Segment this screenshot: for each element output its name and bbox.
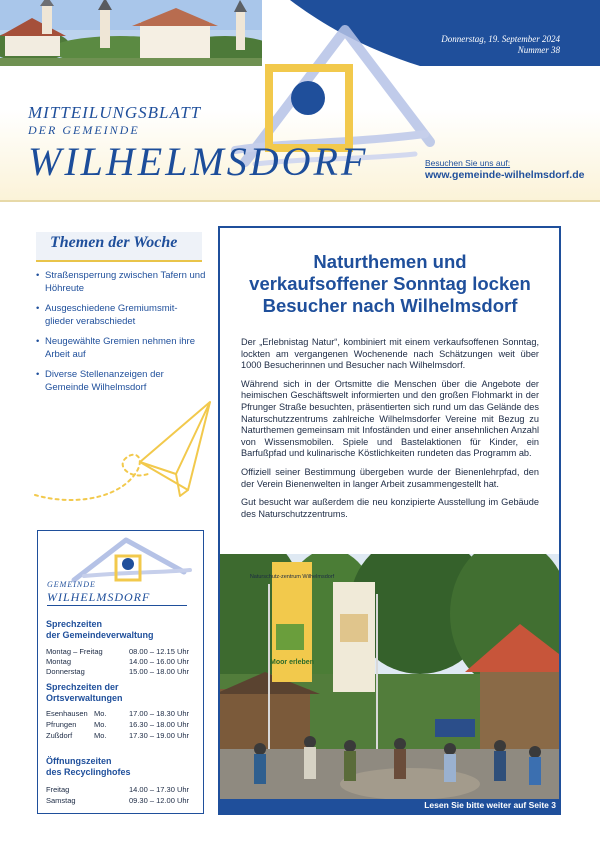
office-logo-rule: [47, 605, 187, 606]
village-photo: [0, 0, 262, 66]
topic-item[interactable]: • Diverse Stellenanzeigen der Gemeinde Wilhelmsdorf: [36, 368, 206, 394]
hours-time: 17.00 – 18.30 Uhr: [129, 709, 190, 718]
office-logo-label: GEMEINDE: [47, 580, 96, 589]
banner-text-1: Naturschutz-zentrum Wilhelmsdorf: [249, 574, 335, 580]
banner-text-2: Moor erleben: [270, 659, 314, 666]
hours-day: Mo.: [94, 720, 107, 729]
visit-label: Besuchen Sie uns auf:: [425, 158, 511, 168]
hours-place: Zußdorf: [46, 731, 73, 740]
hours-place: Esenhausen: [46, 709, 88, 718]
article-paragraph: Offiziell seiner Bestimmung übergeben wurde der Bienenlehrpfad, den der Verein Bienenwelten in langer Arbeit zusammengestellt hat.: [241, 466, 539, 489]
article-paragraph: Der „Erlebnistag Natur“, kombiniert mit einem verkaufsoffenen Sonntag, lockten am vergangenen Wochenende nach Schätzungen weit über 1000 Besucherinnen und Besucher nach Wilhelmsdorf.: [241, 337, 539, 371]
admin-hours-heading: [46, 619, 196, 641]
admin-hours-heading-line: der Gemeindeverwaltung: [46, 630, 154, 640]
hours-time: 08.00 – 12.15 Uhr: [129, 647, 190, 656]
hours-day: Mo.: [94, 731, 107, 740]
article-headline-line: Besucher nach Wilhelmsdorf: [262, 295, 518, 316]
hours-day: Montag: [46, 657, 72, 666]
recycling-hours-heading-line: Öffnungszeiten: [46, 756, 112, 766]
hours-day: Montag – Freitag: [46, 647, 103, 656]
masthead-line-2: DER GEMEINDE: [28, 123, 140, 137]
issue-date-block: [441, 34, 560, 56]
hours-place: Pfrungen: [46, 720, 77, 729]
office-logo-title: WILHELMSDORF: [47, 590, 151, 604]
article-body: [241, 337, 539, 527]
paper-plane-illustration: [30, 400, 215, 510]
issue-date: Donnerstag, 19. September 2024: [441, 34, 560, 44]
event-photo: [220, 554, 559, 799]
themes-heading: Themen der Woche: [50, 234, 178, 251]
article-headline-line: verkaufsoffener Sonntag locken: [249, 273, 531, 294]
recycling-hours-heading-line: des Recyclinghofes: [46, 767, 131, 777]
hours-time: 14.00 – 16.00 Uhr: [129, 657, 190, 666]
header-divider: [0, 200, 600, 202]
recycling-hours-heading: [46, 756, 196, 778]
topic-item[interactable]: • Straßensperrung zwischen Tafern und Höhreute: [36, 269, 206, 295]
hours-day: Mo.: [94, 709, 107, 718]
masthead-title: WILHELMSDORF: [28, 139, 369, 184]
hours-day: Samstag: [46, 796, 76, 805]
topic-item[interactable]: • Ausgeschiedene Gremiumsmit-glieder verabschiedet: [36, 302, 206, 328]
topic-item[interactable]: • Neugewählte Gremien nehmen ihre Arbeit auf: [36, 335, 206, 361]
hours-time: 14.00 – 17.30 Uhr: [129, 785, 190, 794]
local-hours-heading-line: Ortsverwaltungen: [46, 693, 123, 703]
hours-time: 16.30 – 18.00 Uhr: [129, 720, 190, 729]
local-hours-heading-line: Sprechzeiten der: [46, 682, 119, 692]
article-headline: [230, 251, 550, 317]
local-hours-heading: [46, 682, 196, 704]
hours-time: 15.00 – 18.00 Uhr: [129, 667, 190, 676]
masthead-line-1: MITTEILUNGSBLATT: [28, 103, 202, 122]
hours-day: Donnerstag: [46, 667, 85, 676]
hours-time: 17.30 – 19.00 Uhr: [129, 731, 190, 740]
hours-day: Freitag: [46, 785, 70, 794]
issue-number: Nummer 38: [517, 45, 560, 55]
admin-hours-heading-line: Sprechzeiten: [46, 619, 103, 629]
article-headline-line: Naturthemen und: [313, 251, 467, 272]
article-paragraph: Während sich in der Ortsmitte die Menschen über die Angebote der heimischen Geschäftswelt informierten und den großen Flohmarkt in der Pfrunger Straße besuchten, präsentierten sich rund um das Gelände des Naturschutzzentrums zahlreiche Wilhelmsdorfer Vereine mit Bezug zu Naturthemen gemeinsam mit Infoständen und einer ansehnlichen Anzahl von Wissensmobilen. Spiele und Bastelaktionen für Kinder, ein Barfußpfad und kulinarische Köstlichkeiten rundeten das Programm ab.: [241, 378, 539, 459]
topics-list: [36, 269, 206, 401]
website-link[interactable]: www.gemeinde-wilhelmsdorf.de: [425, 169, 585, 181]
hours-time: 09.30 – 12.00 Uhr: [129, 796, 190, 805]
article-paragraph: Gut besucht war außerdem die neu konzipierte Ausstellung im Gebäude des Naturschutzzentrums.: [241, 497, 539, 519]
continue-reading-link[interactable]: Lesen Sie bitte weiter auf Seite 3: [424, 800, 556, 810]
